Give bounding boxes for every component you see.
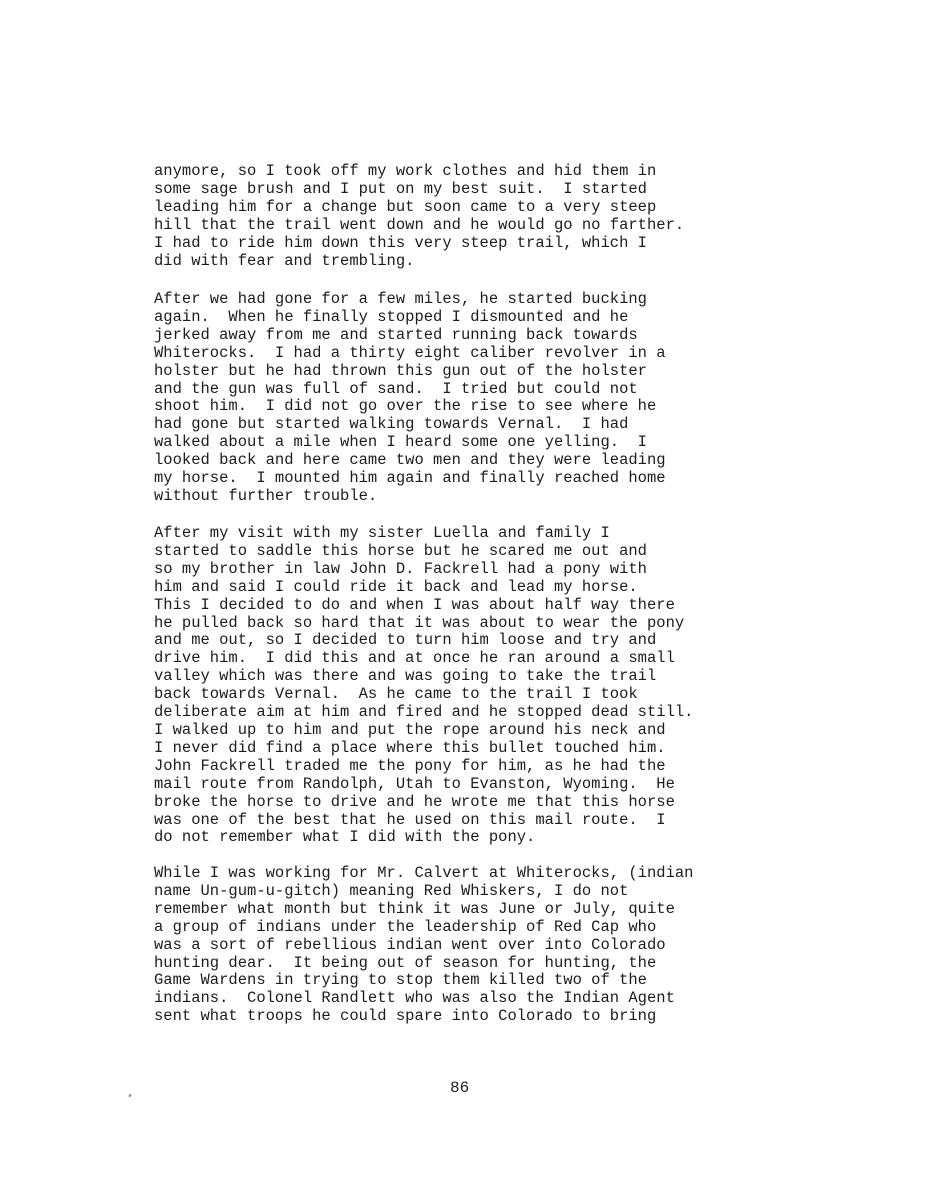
text-line: shoot him. I did not go over the rise to see where he — [154, 397, 657, 416]
text-line: and the gun was full of sand. I tried but could not — [154, 379, 638, 398]
text-line: indians. Colonel Randlett who was also the Indian Agent — [154, 989, 675, 1008]
text-line: was a sort of rebellious indian went over into Colorado — [154, 935, 666, 954]
text-line: mail route from Randolph, Utah to Evanston, Wyoming. He — [154, 774, 675, 793]
text-line: had gone but started walking towards Vernal. I had — [154, 415, 629, 434]
text-line: do not remember what I did with the pony. — [154, 828, 536, 847]
text-line: holster but he had thrown this gun out of the holster — [154, 361, 647, 380]
text-line: was one of the best that he used on this mail route. I — [154, 810, 666, 829]
text-line: again. When he finally stopped I dismounted and he — [154, 307, 629, 326]
text-line: him and said I could ride it back and lead my horse. — [154, 577, 638, 596]
text-line: jerked away from me and started running back towards — [154, 325, 638, 344]
text-line: started to saddle this horse but he scared me out and — [154, 541, 647, 560]
text-line: hill that the trail went down and he would go no farther. — [154, 215, 685, 234]
text-line: walked about a mile when I heard some one yelling. I — [154, 433, 647, 452]
paragraph — [154, 291, 794, 506]
text-line: remember what month but think it was June or July, quite — [154, 899, 675, 918]
paragraph — [154, 865, 794, 1026]
text-line: so my brother in law John D. Fackrell had a pony with — [154, 559, 647, 578]
text-line: leading him for a change but soon came to a very steep — [154, 197, 657, 216]
paragraph — [154, 525, 794, 847]
text-line: While I was working for Mr. Calvert at Whiterocks, (indian — [154, 864, 694, 882]
text-line: After my visit with my sister Luella and family I — [154, 524, 610, 542]
text-line: After we had gone for a few miles, he started bucking — [154, 290, 647, 308]
text-line: my horse. I mounted him again and finally reached home — [154, 469, 666, 488]
text-line: without further trouble. — [154, 486, 378, 505]
text-line: he pulled back so hard that it was about to wear the pony — [154, 613, 685, 632]
text-line: I had to ride him down this very steep trail, which I — [154, 233, 647, 252]
text-line: a group of indians under the leadership of Red Cap who — [154, 917, 657, 936]
text-line: some sage brush and I put on my best suit. I started — [154, 179, 647, 198]
text-line: and me out, so I decided to turn him loose and try and — [154, 631, 657, 650]
text-line: I walked up to him and put the rope around his neck and — [154, 720, 666, 739]
text-line: valley which was there and was going to take the trail — [154, 667, 657, 686]
paragraph — [154, 163, 794, 270]
text-line: This I decided to do and when I was about half way there — [154, 595, 675, 614]
page-number: 86 — [450, 1079, 470, 1097]
text-line: broke the horse to drive and he wrote me that this horse — [154, 792, 675, 811]
scan-speck — [128, 1094, 131, 1098]
text-line: drive him. I did this and at once he ran around a small — [154, 649, 675, 668]
text-line: Game Wardens in trying to stop them killed two of the — [154, 971, 647, 990]
text-line: back towards Vernal. As he came to the trail I took — [154, 685, 638, 704]
text-line: looked back and here came two men and they were leading — [154, 451, 666, 470]
text-line: sent what troops he could spare into Colorado to bring — [154, 1007, 657, 1026]
text-line: did with fear and trembling. — [154, 251, 415, 270]
text-line: I never did find a place where this bullet touched him. — [154, 738, 666, 757]
text-line: Whiterocks. I had a thirty eight caliber revolver in a — [154, 343, 666, 362]
text-line: name Un-gum-u-gitch) meaning Red Whiskers, I do not — [154, 881, 629, 900]
text-line: John Fackrell traded me the pony for him, as he had the — [154, 756, 666, 775]
text-line: anymore, so I took off my work clothes and hid them in — [154, 162, 657, 180]
text-line: deliberate aim at him and fired and he stopped dead still. — [154, 703, 694, 722]
text-line: hunting dear. It being out of season for hunting, the — [154, 953, 657, 972]
